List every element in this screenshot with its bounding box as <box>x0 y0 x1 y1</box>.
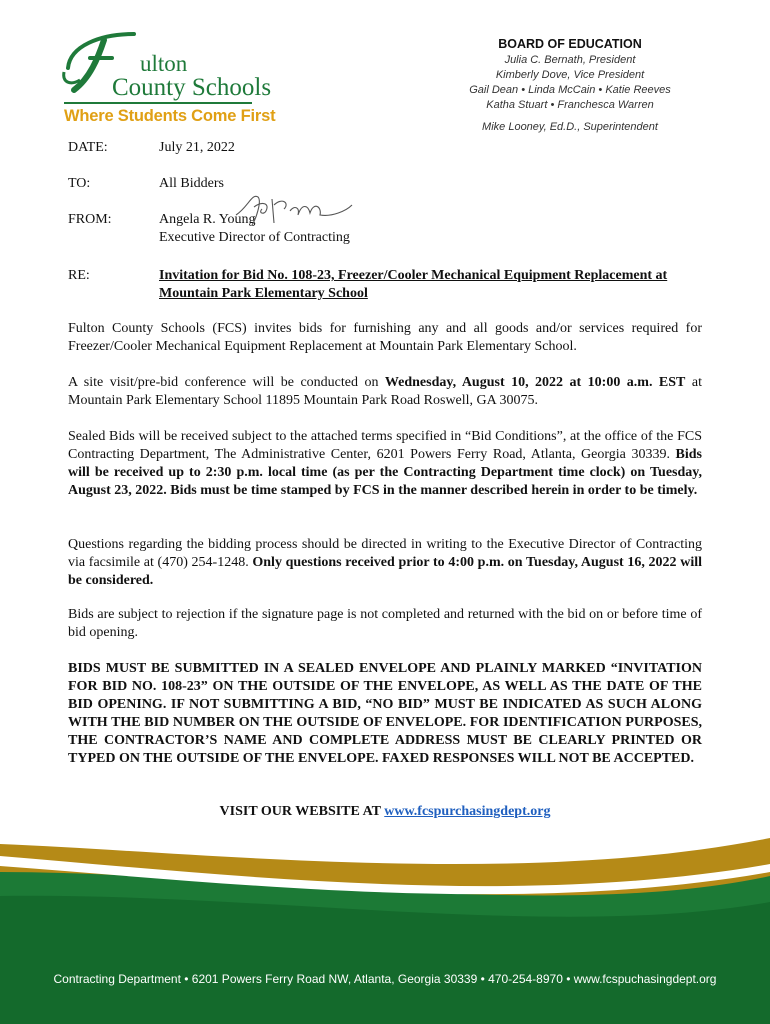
board-member-line: Julia C. Bernath, President <box>504 54 636 66</box>
logo-divider <box>64 102 252 104</box>
sealed-bids-deadline: Bids will be received up to 2:30 p.m. local time (as per the Contracting Department time clock) on Tuesday, August 23, 2022. Bids must be time stamped by FCS in the manner described herein in order to be timely. <box>68 447 702 498</box>
envelope-instructions-text: BIDS MUST BE SUBMITTED IN A SEALED ENVELOPE AND PLAINLY MARKED “INVITATION FOR BID NO. 108-23” ON THE OUTSIDE OF THE ENVELOPE, AS WELL AS THE DATE OF THE BID OPENING. IF NOT SUBMITTING A BID, “NO BID” MUST BE INDICATED AS SUCH ALONG WITH THE BID NUMBER ON THE OUTSIDE OF ENVELOPE. FOR IDENTIFICATION PURPOSES, THE CONTRACTOR’S NAME AND COMPLETE ADDRESS MUST BE CLEARLY PRINTED OR TYPED ON THE OUTSIDE OF THE ENVELOPE. FAXED RESPONSES WILL NOT BE ACCEPTED. <box>68 661 702 766</box>
to-value: All Bidders <box>159 176 224 191</box>
from-label: FROM: <box>68 212 112 227</box>
site-visit-date: Wednesday, August 10, 2022 at 10:00 a.m. EST <box>384 375 686 390</box>
logo-line2: County Schools <box>112 74 272 101</box>
website-link[interactable]: www.fcspurchasingdept.org <box>384 804 551 819</box>
to-label: TO: <box>68 176 91 191</box>
paragraph-invitation <box>68 320 702 356</box>
site-visit-text: A site visit/pre-bid conference will be conducted on <box>68 375 385 390</box>
visit-website-line <box>68 804 702 820</box>
board-member-line: Katha Stuart • Franchesca Warren <box>486 99 654 111</box>
board-title: BOARD OF EDUCATION <box>498 37 642 51</box>
re-label: RE: <box>68 268 90 283</box>
date-label: DATE: <box>68 140 108 155</box>
paragraph-questions <box>68 536 702 590</box>
superintendent: Mike Looney, Ed.D., Superintendent <box>482 121 658 133</box>
footer-contact-line: Contracting Department • 6201 Powers Ferry Road NW, Atlanta, Georgia 30339 • 470-254-8970 • www.fcspuchasingdept.org <box>53 972 717 986</box>
footer-swoosh-graphic <box>0 836 770 1024</box>
board-member-line: Kimberly Dove, Vice President <box>495 69 645 81</box>
visit-label: VISIT OUR WEBSITE AT <box>219 804 385 819</box>
site-visit-location: at Mountain Park Elementary School 11895 Mountain Park Road Roswell, GA 30075. <box>68 375 702 408</box>
fulton-county-schools-logo <box>60 28 276 128</box>
paragraph-rejection <box>68 606 702 642</box>
handwritten-signature <box>228 187 358 237</box>
paragraph-sealed-bids <box>68 428 702 500</box>
paragraph-site-visit <box>68 374 702 410</box>
questions-text: Questions regarding the bidding process should be directed in writing to the Executive Director of Contracting via facsimile at (470) 254-1248. <box>68 537 702 570</box>
board-member-line: Gail Dean • Linda McCain • Katie Reeves <box>469 84 671 96</box>
sealed-bids-text: Sealed Bids will be received subject to the attached terms specified in “Bid Conditions”, at the office of the FCS Contracting Department, The Administrative Center, 6201 Powers Ferry Road, Atlanta, Georgia 30339. <box>68 429 702 462</box>
from-title: Executive Director of Contracting <box>159 230 350 245</box>
rejection-text: Bids are subject to rejection if the signature page is not completed and returned with the bid on or before time of bid opening. <box>68 607 702 640</box>
re-subject: Invitation for Bid No. 108-23, Freezer/Cooler Mechanical Equipment Replacement at Mountain Park Elementary School <box>159 268 668 301</box>
logo-line1: ulton <box>140 51 188 76</box>
paragraph-envelope-instructions <box>68 660 702 768</box>
date-value: July 21, 2022 <box>159 140 235 155</box>
board-of-education-block <box>440 37 700 135</box>
paragraph-text: Fulton County Schools (FCS) invites bids for furnishing any and all goods and/or services required for Freezer/Cooler Mechanical Equipment Replacement at Mountain Park Elementary School. <box>68 321 702 354</box>
logo-tagline: Where Students Come First <box>64 107 276 125</box>
questions-deadline: Only questions received prior to 4:00 p.m. on Tuesday, August 16, 2022 will be considered. <box>68 555 702 588</box>
from-name: Angela R. Young <box>159 212 256 227</box>
